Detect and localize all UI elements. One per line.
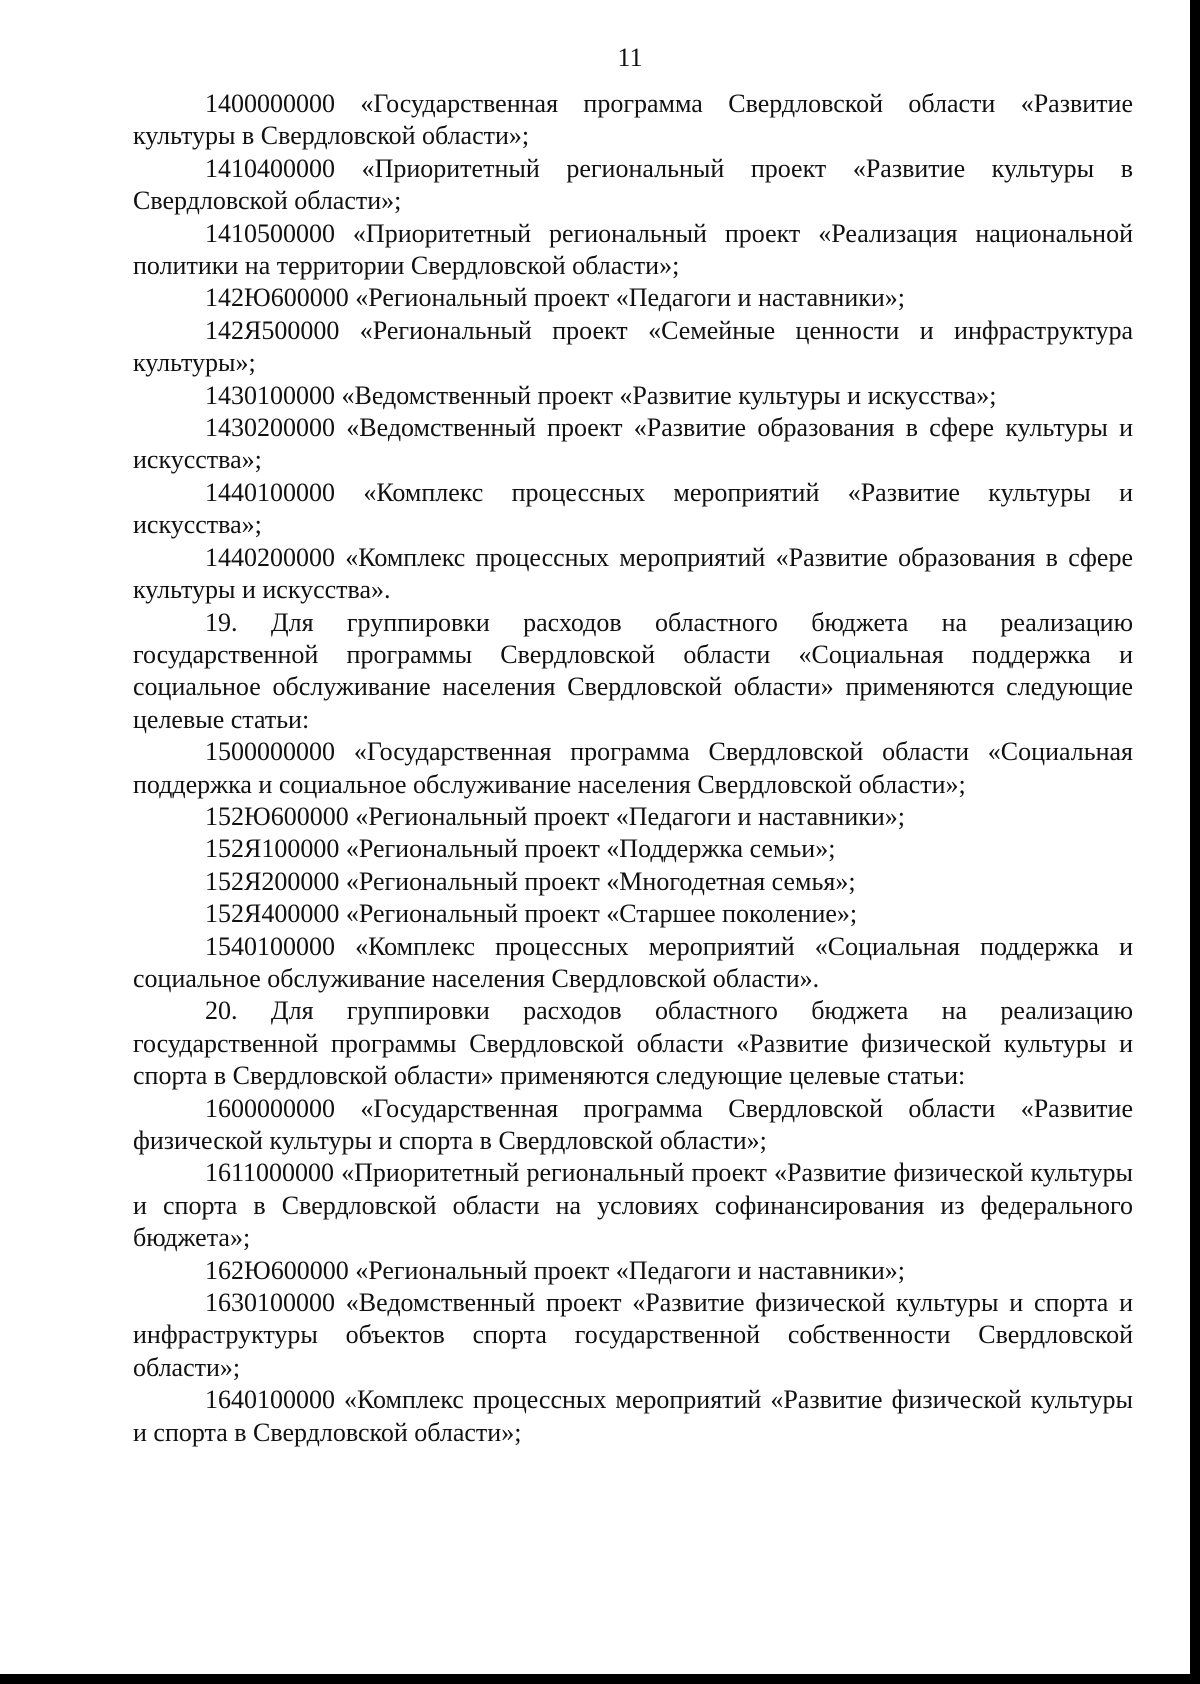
paragraph: 1640100000 «Комплекс процессных мероприятий «Развитие физической культуры и спорта в Свердловской области»; [133,1385,1133,1447]
paragraph: 1600000000 «Государственная программа Свердловской области «Развитие физической культуры и спорта в Свердловской области»; [133,1093,1133,1155]
paragraph: 162Ю600000 «Региональный проект «Педагоги и наставники»; [205,1255,906,1285]
paragraph: 1611000000 «Приоритетный региональный проект «Развитие физической культуры и спорта в Свердловской области на условиях софинансирования из федерального бюджета»; [133,1158,1133,1253]
paragraph: 142Я500000 «Региональный проект «Семейные ценности и инфраструктура культуры»; [133,315,1133,378]
document-body [133,88,1133,1449]
paragraph: 1630100000 «Ведомственный проект «Развитие физической культуры и спорта и инфраструктуры объектов спорта государственной собственности Свердловской области»; [133,1288,1133,1382]
paragraph: 1430200000 «Ведомственный проект «Развитие образования в сфере культуры и искусства»; [133,413,1133,475]
paragraph: 1410400000 «Приоритетный региональный проект «Развитие культуры в Свердловской области»; [133,153,1133,216]
paragraph-section-20: 20. Для группировки расходов областного бюджета на реализацию государственной программы Свердловской области «Развитие физической культуры и спорта в Свердловской области» применяются следующие целевые статьи: [133,996,1133,1091]
paragraph-section-19: 19. Для группировки расходов областного бюджета на реализацию государственной программы Свердловской области «Социальная поддержка и социальное обслуживание населения Свердловской области» применяются следующие целевые статьи: [133,607,1133,734]
paragraph: 1410500000 «Приоритетный региональный проект «Реализация национальной политики на территории Свердловской области»; [133,218,1133,281]
paragraph: 142Ю600000 «Региональный проект «Педагоги и наставники»; [205,283,906,313]
paragraph: 1440100000 «Комплекс процессных мероприятий «Развитие культуры и искусства»; [133,477,1133,540]
paragraph: 152Я200000 «Региональный проект «Многодетная семья»; [205,866,856,896]
paragraph: 1440200000 «Комплекс процессных мероприятий «Развитие образования в сфере культуры и искусства». [133,542,1133,605]
paragraph: 1430100000 «Ведомственный проект «Развитие культуры и искусства»; [205,380,997,410]
paragraph: 1540100000 «Комплекс процессных мероприятий «Социальная поддержка и социальное обслуживание населения Свердловской области». [133,931,1133,993]
scan-edge-bottom [0,1674,1200,1684]
paragraph: 152Ю600000 «Региональный проект «Педагоги и наставники»; [205,801,906,831]
scan-edge-right [1190,0,1200,1684]
paragraph: 152Я400000 «Региональный проект «Старшее поколение»; [205,899,858,929]
paragraph: 152Я100000 «Региональный проект «Поддержка семьи»; [205,834,836,864]
paragraph: 1500000000 «Государственная программа Свердловской области «Социальная поддержка и социальное обслуживание населения Свердловской области»; [133,737,1133,799]
page-number: 11 [617,43,643,72]
paragraph: 1400000000 «Государственная программа Свердловской области «Развитие культуры в Свердловской области»; [133,89,1133,151]
